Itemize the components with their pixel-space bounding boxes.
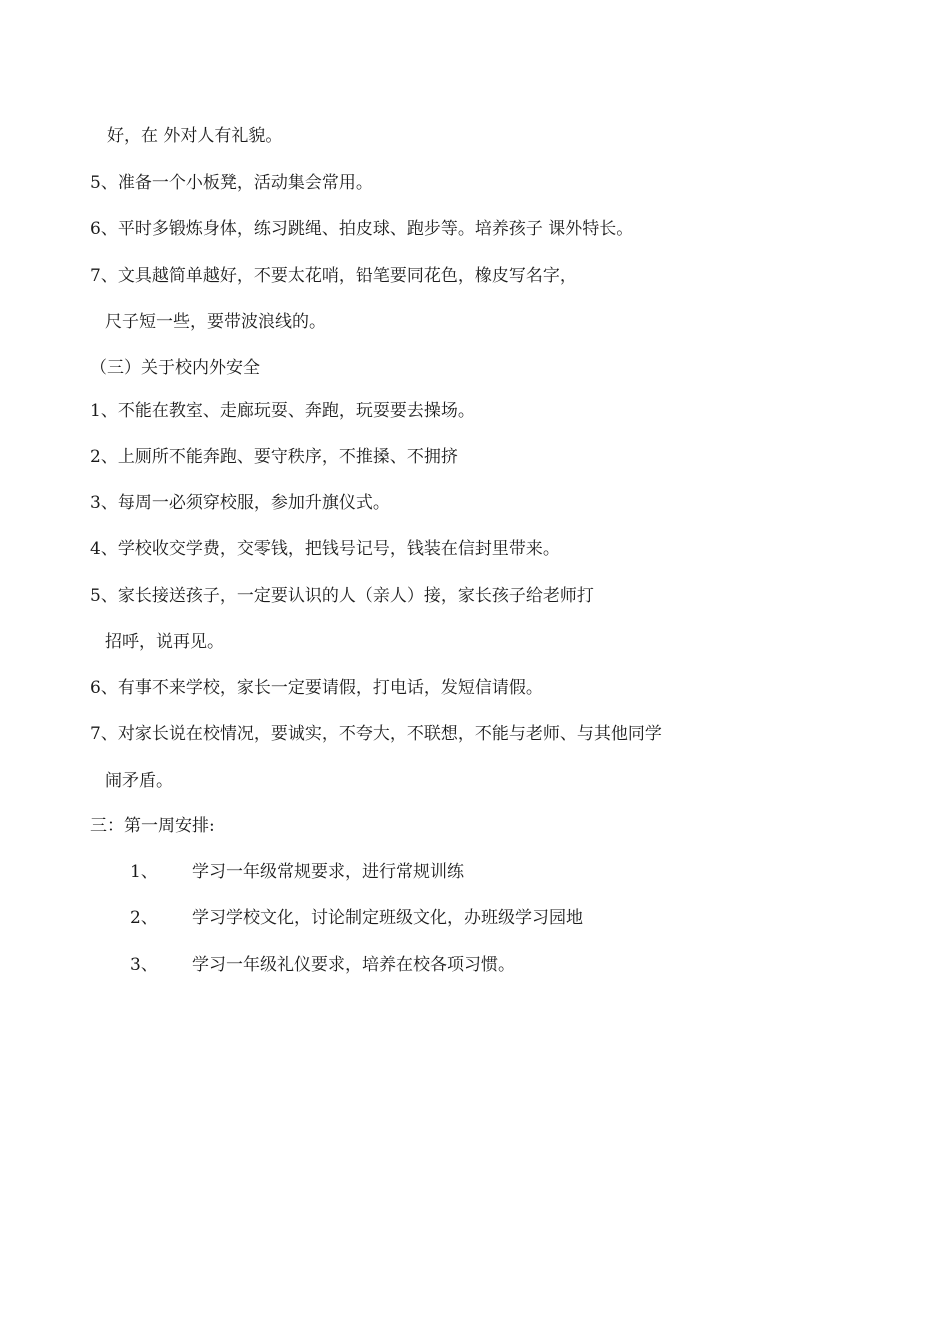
paragraph-line: 2、上厕所不能奔跑、要守秩序，不推搡、不拥挤 xyxy=(90,447,458,467)
week-plan-item xyxy=(130,861,464,883)
paragraph-line: 1、不能在教室、走廊玩耍、奔跑，玩耍要去操场。 xyxy=(90,401,475,421)
week-plan-number: 3、 xyxy=(130,955,158,975)
week-plan-item xyxy=(130,907,583,929)
section-heading: （三）关于校内外安全 xyxy=(90,358,260,378)
paragraph-line: 招呼，说再见。 xyxy=(105,632,224,652)
paragraph-line: 6、有事不来学校，家长一定要请假，打电话，发短信请假。 xyxy=(90,678,543,698)
paragraph-line: 5、准备一个小板凳，活动集会常用。 xyxy=(90,173,373,193)
paragraph-line: 6、平时多锻炼身体，练习跳绳、拍皮球、跑步等。培养孩子 课外特长。 xyxy=(90,219,634,239)
section-heading: 三：第一周安排: xyxy=(90,816,215,836)
week-plan-text: 学习一年级礼仪要求，培养在校各项习惯。 xyxy=(192,955,515,975)
week-plan-number: 1、 xyxy=(130,862,158,882)
week-plan-number: 2、 xyxy=(130,908,158,928)
paragraph-line: 4、学校收交学费，交零钱，把钱号记号，钱装在信封里带来。 xyxy=(90,539,560,559)
paragraph-line: 3、每周一必须穿校服，参加升旗仪式。 xyxy=(90,493,390,513)
week-plan-text: 学习学校文化，讨论制定班级文化，办班级学习园地 xyxy=(192,908,583,928)
paragraph-line: 好，在 外对人有礼貌。 xyxy=(107,126,283,146)
paragraph-line: 5、家长接送孩子，一定要认识的人（亲人）接，家长孩子给老师打 xyxy=(90,586,594,606)
week-plan-text: 学习一年级常规要求，进行常规训练 xyxy=(192,862,464,882)
paragraph-line: 7、对家长说在校情况，要诚实，不夸大，不联想，不能与老师、与其他同学 xyxy=(90,724,662,744)
paragraph-line: 闹矛盾。 xyxy=(105,771,173,791)
paragraph-line: 尺子短一些，要带波浪线的。 xyxy=(105,312,326,332)
week-plan-item xyxy=(130,954,515,976)
paragraph-line: 7、文具越简单越好，不要太花哨，铅笔要同花色，橡皮写名字， xyxy=(90,266,577,286)
